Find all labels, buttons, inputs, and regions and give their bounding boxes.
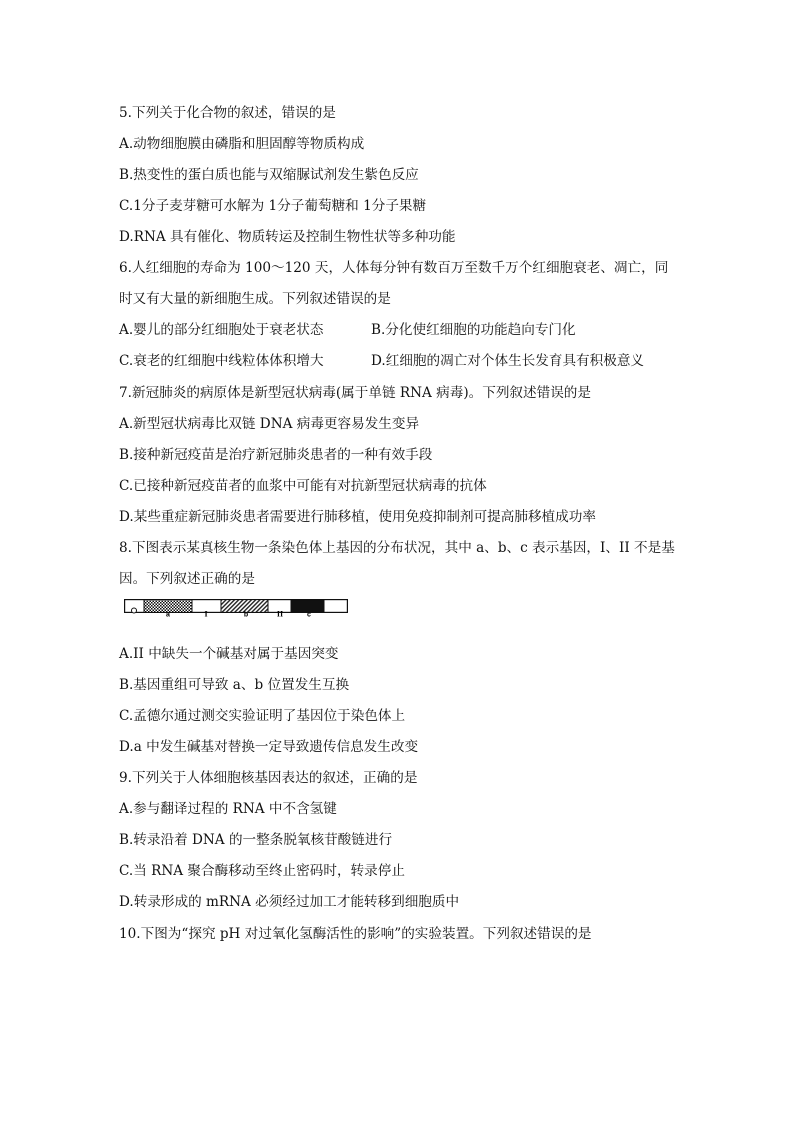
q7-stem: 7.新冠肺炎的病原体是新型冠状病毒(属于单链 RNA 病毒)。下列叙述错误的是 <box>119 385 591 401</box>
q6-option-c: C.衰老的红细胞中线粒体体积增大 <box>119 353 324 369</box>
gene-c-segment <box>291 600 324 613</box>
q6-stem-line2: 时又有大量的新细胞生成。下列叙述错误的是 <box>119 291 391 307</box>
q6-options-row1 <box>119 321 754 339</box>
chromosome-gene-diagram <box>124 599 348 617</box>
q7-option-d: D.某些重症新冠肺炎患者需要进行肺移植，使用免疫抑制剂可提高肺移植成功率 <box>119 509 596 525</box>
q5-stem: 5.下列关于化合物的叙述，错误的是 <box>119 105 336 121</box>
q6-option-d: D.红细胞的凋亡对个体生长发育具有积极意义 <box>371 353 645 369</box>
q8-option-a: A.II 中缺失一个碱基对属于基因突变 <box>119 646 339 662</box>
q5-option-c: C.1分子麦芽糖可水解为 1分子葡萄糖和 1分子果糖 <box>119 198 427 214</box>
q9-stem: 9.下列关于人体细胞核基因表达的叙述，正确的是 <box>119 770 418 786</box>
q6-option-b: B.分化使红细胞的功能趋向专门化 <box>371 322 576 338</box>
label-I: I <box>204 609 208 617</box>
q5-option-a: A.动物细胞膜由磷脂和胆固醇等物质构成 <box>119 136 365 152</box>
q7-option-c: C.已接种新冠疫苗者的血浆中可能有对抗新型冠状病毒的抗体 <box>119 478 487 494</box>
gene-b-segment <box>221 600 268 613</box>
q7-option-a: A.新型冠状病毒比双链 DNA 病毒更容易发生变异 <box>119 416 420 432</box>
label-b: b <box>243 611 249 617</box>
q8-stem-line1: 8.下图表示某真核生物一条染色体上基因的分布状况，其中 a、b、c 表示基因，I、II 不是基 <box>119 540 675 556</box>
q10-stem: 10.下图为“探究 pH 对过氧化氢酶活性的影响”的实验装置。下列叙述错误的是 <box>119 926 592 942</box>
label-II: II <box>276 609 284 617</box>
q9-option-d: D.转录形成的 mRNA 必须经过加工才能转移到细胞质中 <box>119 894 460 910</box>
q9-option-b: B.转录沿着 DNA 的一整条脱氧核苷酸链进行 <box>119 832 393 848</box>
centromere-icon <box>132 608 137 613</box>
label-a: a <box>166 611 170 617</box>
q6-option-a: A.婴儿的部分红细胞处于衰老状态 <box>119 322 324 338</box>
label-c: c <box>307 611 311 617</box>
q6-stem-line1: 6.人红细胞的寿命为 100～120 天，人体每分钟有数百万至数千万个红细胞衰老、凋亡，同 <box>119 260 669 276</box>
q5-option-d: D.RNA 具有催化、物质转运及控制生物性状等多种功能 <box>119 229 456 245</box>
q9-option-a: A.参与翻译过程的 RNA 中不含氢键 <box>119 801 337 817</box>
gene-a-segment <box>144 600 192 613</box>
q9-option-c: C.当 RNA 聚合酶移动至终止密码时，转录停止 <box>119 863 405 879</box>
q7-option-b: B.接种新冠疫苗是治疗新冠肺炎患者的一种有效手段 <box>119 447 433 463</box>
q8-option-d: D.a 中发生碱基对替换一定导致遗传信息发生改变 <box>119 739 419 755</box>
q8-option-c: C.孟德尔通过测交实验证明了基因位于染色体上 <box>119 708 406 724</box>
q5-option-b: B.热变性的蛋白质也能与双缩脲试剂发生紫色反应 <box>119 167 419 183</box>
q8-option-b: B.基因重组可导致 a、b 位置发生互换 <box>119 677 350 693</box>
q8-stem-line2: 因。下列叙述正确的是 <box>119 571 255 587</box>
q6-options-row2 <box>119 352 754 370</box>
